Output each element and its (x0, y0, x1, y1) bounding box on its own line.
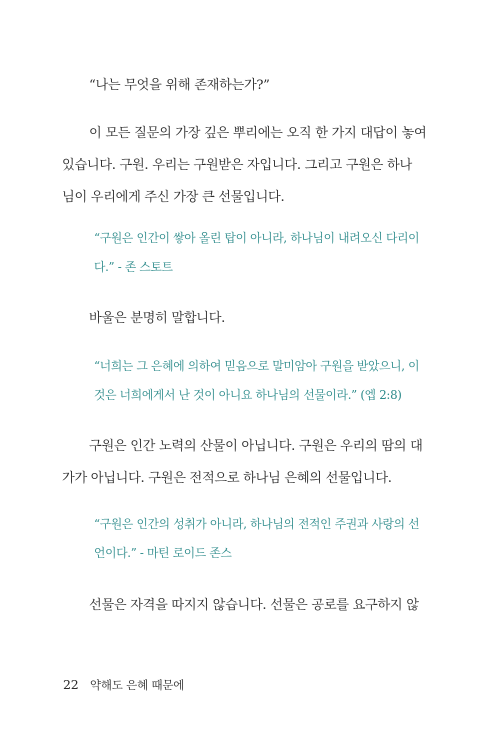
quote-line: 것은 너희에게서 난 것이 아니요 하나님의 선물이라.” (엡 2:8) (94, 388, 402, 402)
text-line: 선물은 자격을 따지지 않습니다. 선물은 공로를 요구하지 않 (89, 598, 419, 613)
text-line: 있습니다. 구원. 우리는 구원받은 자입니다. 그리고 구원은 하나 (62, 158, 412, 173)
body-paragraph (89, 590, 429, 622)
quote-line: “너희는 그 은혜에 의하여 믿음으로 말미암아 구원을 받았으니, 이 (94, 359, 420, 373)
page-footer (63, 677, 184, 693)
body-paragraph (89, 303, 425, 335)
quote-block (94, 224, 424, 282)
quote-block (94, 510, 424, 568)
text-line: 님이 우리에게 주신 가장 큰 선물입니다. (62, 190, 285, 205)
body-paragraph (62, 118, 429, 214)
text-line: 바울은 분명히 말합니다. (89, 311, 226, 326)
page-number: 22 (63, 677, 79, 692)
scripture-quote (94, 352, 424, 410)
text-line: 구원은 인간 노력의 산물이 아닙니다. 구원은 우리의 땀의 대 (89, 439, 423, 454)
body-paragraph (62, 431, 429, 495)
quote-line: 언이다.” - 마틴 로이드 존스 (94, 546, 232, 560)
opening-question (89, 70, 425, 102)
text-line: 가가 아닙니다. 구원은 전적으로 하나님 은혜의 선물입니다. (62, 471, 392, 486)
running-title: 약해도 은혜 때문에 (89, 678, 185, 692)
text-line: 이 모든 질문의 가장 깊은 뿌리에는 오직 한 가지 대답이 놓여 (89, 126, 427, 141)
quote-line: “구원은 인간이 쌓아 올린 탑이 아니라, 하나님이 내려오신 다리이 (94, 231, 420, 245)
text-line: “나는 무엇을 위해 존재하는가?” (89, 78, 270, 93)
quote-line: 다.” - 존 스토트 (94, 260, 173, 274)
quote-line: “구원은 인간의 성취가 아니라, 하나님의 전적인 주권과 사랑의 선 (94, 517, 420, 531)
